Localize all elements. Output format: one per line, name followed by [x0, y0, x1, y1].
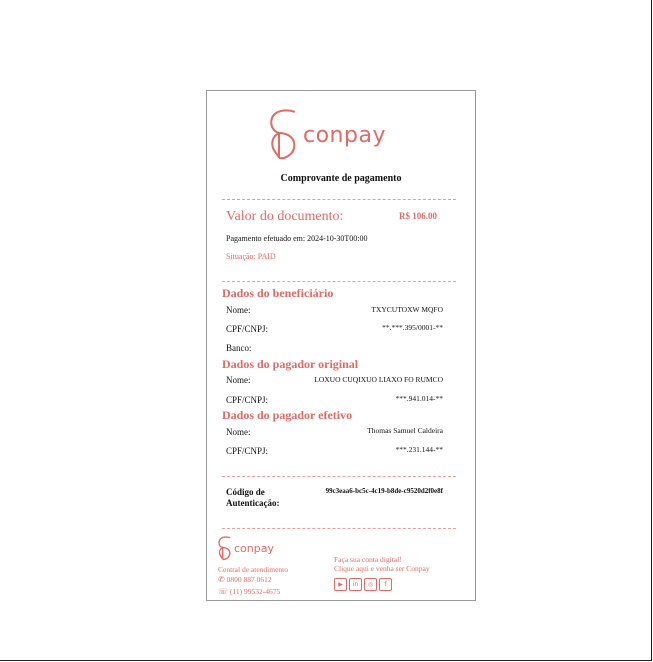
linkedin-icon[interactable]: in: [349, 578, 362, 591]
effective-payer-name-value: Thomas Samuel Caldeira: [367, 426, 443, 435]
phone-icon: ✆: [218, 575, 225, 584]
whatsapp-icon: ☏: [218, 587, 229, 596]
whatsapp-number: (11) 99532-4675: [229, 587, 281, 596]
status-badge: Situação: PAID: [226, 252, 276, 261]
phone-number: 0800 887 0612: [226, 575, 272, 584]
beneficiary-name-value: TXYCUTOXW MQFO: [371, 305, 443, 314]
divider: [222, 528, 456, 529]
payment-receipt: [206, 90, 476, 601]
promo-line-1[interactable]: Faça sua conta digital!: [334, 555, 402, 564]
beneficiary-doc-label: CPF/CNPJ:: [226, 324, 269, 334]
beneficiary-doc-value: **.***.395/0001-**: [382, 323, 443, 332]
footer-brand-name: conpay: [234, 542, 274, 555]
effective-payer-name-label: Nome:: [226, 427, 251, 437]
original-payer-doc-label: CPF/CNPJ:: [226, 395, 269, 405]
document-value-label: Valor do documento:: [226, 209, 344, 224]
beneficiary-name-label: Nome:: [226, 305, 251, 315]
original-payer-name-value: LOXUO CUQIXUO LIAXO FO RUMCO: [314, 375, 443, 384]
support-phone[interactable]: [218, 575, 272, 584]
effective-payer-doc-label: CPF/CNPJ:: [226, 446, 269, 456]
authentication-code: 99c3eaa6-bc5c-4c19-b8de-c9520d2f0e8f: [325, 487, 443, 495]
divider: [222, 199, 456, 200]
support-label: Central de atendimento: [218, 565, 288, 574]
brand-name: conpay: [303, 123, 386, 148]
support-whatsapp[interactable]: [218, 587, 280, 596]
authentication-label-line2: Autenticação:: [226, 498, 280, 508]
page-title: Comprovante de pagamento: [280, 173, 402, 184]
payment-date: Pagamento efetuado em: 2024-10-30T00:00: [226, 234, 368, 243]
authentication-label-line1: Código de: [226, 487, 265, 497]
divider: [222, 281, 456, 282]
beneficiary-bank-label: Banco:: [226, 343, 252, 353]
document-value-amount: R$ 106.00: [399, 211, 437, 221]
instagram-icon[interactable]: ◎: [364, 578, 377, 591]
conpay-logo-icon: [269, 108, 299, 162]
original-payer-heading: Dados do pagador original: [222, 357, 359, 371]
beneficiary-heading: Dados do beneficiário: [222, 286, 334, 300]
divider: [222, 476, 456, 477]
facebook-icon[interactable]: f: [379, 578, 392, 591]
conpay-footer-logo-icon: [218, 535, 232, 562]
youtube-icon[interactable]: ▶: [334, 578, 347, 591]
promo-line-2[interactable]: Clique aqui e venha ser Conpay: [334, 564, 430, 573]
original-payer-doc-value: ***.941.014-**: [395, 394, 443, 403]
effective-payer-doc-value: ***.231.144-**: [395, 445, 443, 454]
original-payer-name-label: Nome:: [226, 375, 251, 385]
authentication-label: [226, 487, 280, 509]
effective-payer-heading: Dados do pagador efetivo: [222, 408, 353, 422]
